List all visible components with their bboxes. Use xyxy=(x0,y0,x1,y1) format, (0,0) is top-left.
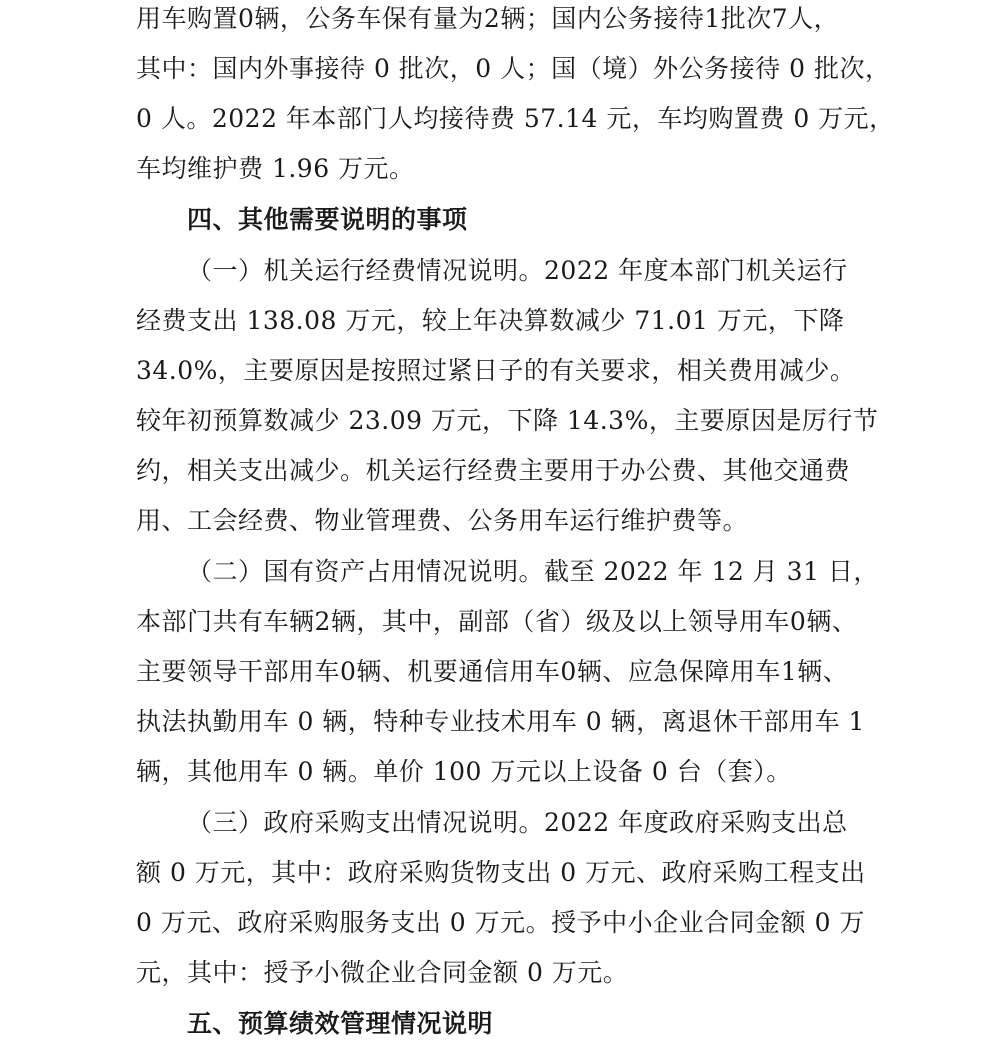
paragraph-line: 用、工会经费、物业管理费、公务用车运行维护费等。 xyxy=(136,506,749,535)
paragraph-line: 34.0%，主要原因是按照过紧日子的有关要求，相关费用减少。 xyxy=(136,356,856,385)
section-heading-4: 四、其他需要说明的事项 xyxy=(187,205,468,234)
section-heading-5: 五、预算绩效管理情况说明 xyxy=(187,1009,494,1038)
paragraph-line: （三）政府采购支出情况说明。2022 年度政府采购支出总 xyxy=(187,808,848,837)
paragraph-line: 车均维护费 1.96 万元。 xyxy=(136,154,415,183)
paragraph-line: 较年初预算数减少 23.09 万元，下降 14.3%，主要原因是厉行节 xyxy=(136,406,879,435)
paragraph-line: 约，相关支出减少。机关运行经费主要用于办公费、其他交通费 xyxy=(136,456,851,485)
paragraph-line: 0 万元、政府采购服务支出 0 万元。授予中小企业合同金额 0 万 xyxy=(136,908,865,937)
paragraph-line: （二）国有资产占用情况说明。截至 2022 年 12 月 31 日， xyxy=(187,557,879,586)
paragraph-line: 执法执勤用车 0 辆，特种专业技术用车 0 辆，离退休干部用车 1 xyxy=(136,707,865,736)
paragraph-line: 本部门共有车辆2辆，其中，副部（省）级及以上领导用车0辆、 xyxy=(136,607,858,636)
paragraph-line: 辆，其他用车 0 辆。单价 100 万元以上设备 0 台（套）。 xyxy=(136,757,792,786)
paragraph-line: （一）机关运行经费情况说明。2022 年度本部门机关运行 xyxy=(187,256,848,285)
paragraph-line: 额 0 万元，其中：政府采购货物支出 0 万元、政府采购工程支出 xyxy=(136,858,866,887)
paragraph-line: 0 人。2022 年本部门人均接待费 57.14 元，车均购置费 0 万元， xyxy=(136,104,895,133)
paragraph-line: 元，其中：授予小微企业合同金额 0 万元。 xyxy=(136,958,629,987)
paragraph-line: 经费支出 138.08 万元，较上年决算数减少 71.01 万元，下降 xyxy=(136,306,845,335)
paragraph-line: 其中：国内外事接待 0 批次，0 人；国（境）外公务接待 0 批次， xyxy=(136,54,891,83)
paragraph-line: 用车购置0辆，公务车保有量为2辆；国内公务接待1批次7人， xyxy=(136,4,840,33)
paragraph-line: 主要领导干部用车0辆、机要通信用车0辆、应急保障用车1辆、 xyxy=(136,657,849,686)
